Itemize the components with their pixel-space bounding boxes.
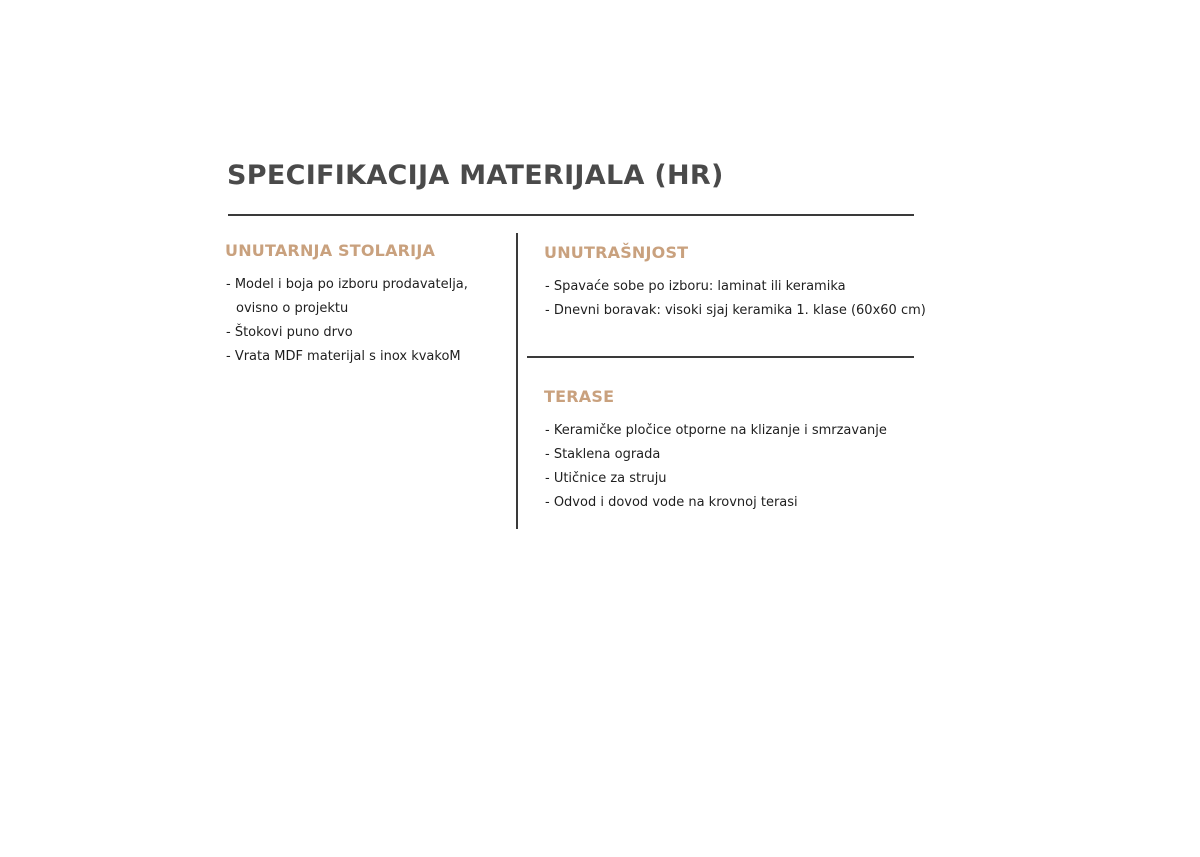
terase-list — [545, 419, 887, 515]
unutrasnjost-list — [545, 275, 926, 323]
stolarija-list — [226, 273, 468, 369]
list-item: - Utičnice za struju — [545, 471, 667, 486]
unutrasnjost-heading: UNUTRAŠNJOST — [544, 243, 689, 262]
stolarija-heading: UNUTARNJA STOLARIJA — [225, 241, 436, 260]
list-item: - Model i boja po izboru prodavatelja, — [226, 277, 468, 292]
list-item: - Spavaće sobe po izboru: laminat ili keramika — [545, 279, 846, 294]
list-item: - Dnevni boravak: visoki sjaj keramika 1. klase (60x60 cm) — [545, 303, 926, 318]
list-item: - Štokovi puno drvo — [226, 325, 353, 340]
terase-heading: TERASE — [544, 387, 615, 406]
column-divider — [516, 233, 518, 529]
list-item: - Vrata MDF materijal s inox kvakoM — [226, 349, 461, 364]
list-item: ovisno o projektu — [236, 301, 349, 316]
page-title: SPECIFIKACIJA MATERIJALA (HR) — [227, 160, 724, 191]
list-item: - Staklena ograda — [545, 447, 661, 462]
section-divider — [527, 356, 914, 358]
title-divider — [228, 214, 914, 216]
list-item: - Odvod i dovod vode na krovnoj terasi — [545, 495, 798, 510]
list-item: - Keramičke pločice otporne na klizanje i smrzavanje — [545, 423, 887, 438]
